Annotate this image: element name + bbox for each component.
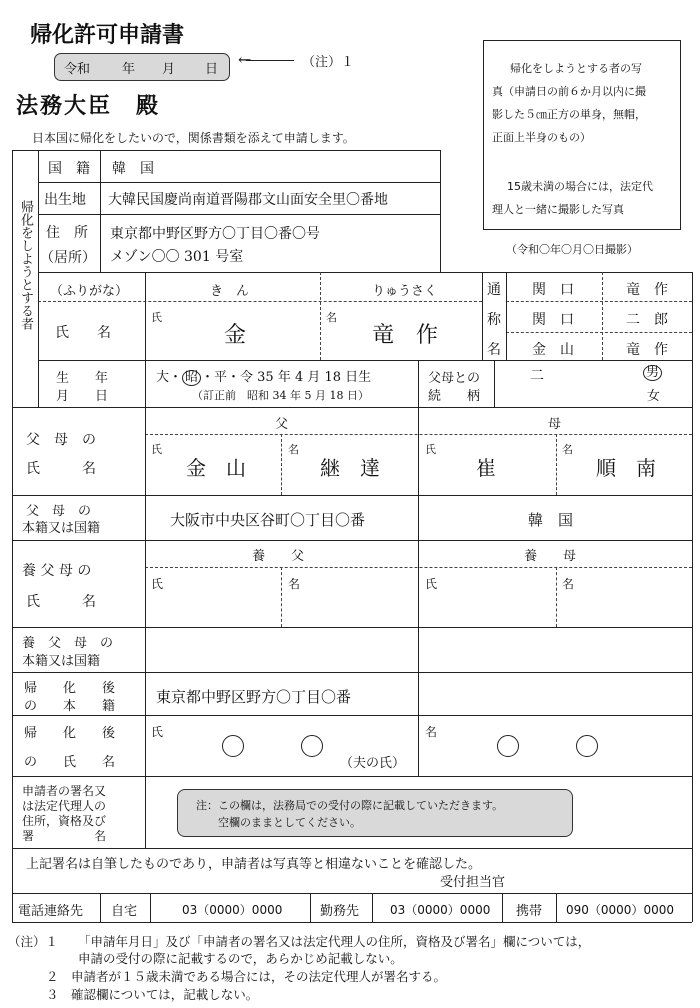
date-year: 年 — [122, 62, 136, 77]
table-line — [440, 150, 441, 272]
parents-name-label: 氏 名 — [26, 461, 96, 477]
era-selected: 昭 — [182, 370, 201, 386]
post-surname-char-circle — [301, 735, 323, 757]
post-honseki-label: 帰 化 後 — [24, 681, 116, 696]
mother-honseki: 韓 国 — [528, 511, 574, 529]
table-line — [494, 360, 495, 407]
photo-instruction: 影した５㎝正方の単身，無帽， — [492, 108, 646, 121]
page-title: 帰化許可申請書 — [30, 22, 185, 48]
table-line — [100, 893, 101, 922]
table-line — [12, 776, 692, 777]
table-line — [12, 893, 692, 894]
father-surname: 金 山 — [186, 456, 246, 480]
addressee: 法務大臣 殿 — [16, 93, 161, 119]
given-label: 名 — [326, 311, 337, 324]
parents-name-label: 父 母 の — [26, 432, 96, 448]
applicant-side-label: 帰化をしようとする者 — [18, 200, 33, 330]
adoptive-honseki-label: 養 父 母 の — [22, 636, 114, 651]
parents-honseki-label: 本籍又は国籍 — [22, 521, 101, 536]
parents-honseki-label: 父 母 の — [26, 504, 92, 519]
mobile-phone: 090（0000）0000 — [566, 903, 674, 917]
table-line — [150, 893, 151, 922]
table-line — [38, 182, 440, 183]
husband-surname-note: （夫の氏） — [340, 756, 406, 771]
adoptive-mother-header: 養 母 — [524, 549, 577, 564]
signature-label: 署 名 — [22, 829, 107, 843]
post-honseki-value: 東京都中野区野方〇丁目〇番 — [156, 688, 352, 706]
table-line — [506, 301, 692, 302]
table-line — [692, 272, 693, 922]
nationality-value: 韓 国 — [112, 161, 154, 177]
note-reference: （注）１ — [302, 55, 355, 70]
adoptive-name-label: 氏 名 — [26, 594, 96, 610]
alias-surname: 関 口 — [532, 312, 574, 328]
post-surname-char-circle — [222, 735, 244, 757]
father-header: 父 — [275, 417, 289, 432]
table-line — [12, 627, 692, 628]
adoptive-name-label: 養 父 母 の — [22, 563, 92, 579]
table-line — [310, 893, 311, 922]
era-options: 大・ — [156, 370, 183, 385]
post-given-char-circle — [497, 735, 519, 757]
table-line — [281, 434, 282, 495]
photo-instruction: 理人と一緒に撮影した写真 — [492, 203, 624, 216]
address-value-line1: 東京都中野区野方〇丁目〇番〇号 — [110, 226, 320, 242]
father-honseki: 大阪市中央区谷町〇丁目〇番 — [170, 511, 366, 529]
photo-instruction: 正面上半身のもの） — [492, 131, 591, 144]
date-month: 月 — [162, 62, 176, 77]
table-line — [38, 301, 482, 302]
birthdate-label: 月 日 — [56, 389, 109, 404]
adoptive-mother-given-label: 名 — [562, 577, 575, 591]
footnote-1: 「申請年月日」及び「申請者の署名又は法定代理人の住所，資格及び署名」欄については， — [78, 934, 591, 949]
post-given-char-circle — [576, 735, 598, 757]
relationship-label: 続 柄 — [428, 389, 481, 404]
adoptive-father-header: 養 父 — [252, 549, 305, 564]
table-line — [100, 150, 101, 272]
sex-other: 女 — [647, 389, 661, 404]
relationship-label: 父母との — [428, 371, 481, 386]
address-value-line2: メゾン〇〇 301 号室 — [110, 249, 244, 265]
surname-label: 氏 — [151, 311, 162, 324]
alias-surname: 金 山 — [532, 342, 574, 358]
address-label-sub: （居所） — [40, 250, 96, 266]
confirmation-text: 上記署名は自筆したものであり，申請者は写真等と相違ないことを確認した。 — [26, 857, 482, 872]
signature-note: 空欄のままとしてください。 — [218, 816, 361, 829]
sex-selected — [643, 365, 662, 381]
alias-label: 称 — [487, 312, 501, 328]
sex-circled: 男 — [643, 365, 662, 381]
arrow-line — [246, 60, 294, 61]
alias-given: 竜 作 — [626, 342, 668, 358]
table-line — [502, 893, 503, 922]
birth-order: 二 — [530, 368, 544, 384]
work-phone-label: 勤務先 — [320, 904, 360, 919]
photo-instruction: 真（申請日の前６か月以内に撮 — [492, 85, 646, 98]
mobile-phone-label: 携帯 — [516, 904, 543, 919]
adoptive-father-given-label: 名 — [288, 577, 301, 591]
footnote-head: （注）１ — [8, 934, 59, 949]
table-line — [506, 272, 507, 360]
arrow-icon: ← — [238, 50, 252, 69]
given-value: 竜 作 — [372, 323, 439, 348]
home-phone: 03（0000）0000 — [182, 903, 283, 917]
footnote-2: ２ 申請者が１５歳未満である場合には，その法定代理人が署名する。 — [46, 969, 447, 984]
alias-given: 二 郎 — [626, 312, 668, 328]
table-line — [38, 150, 39, 407]
table-line — [12, 150, 440, 151]
nationality-label: 国 籍 — [48, 161, 90, 177]
adoptive-mother-surname-label: 氏 — [425, 577, 438, 591]
signature-note: 注：この欄は，法務局での受付の際に記載していただきます。 — [196, 799, 504, 812]
table-line — [506, 332, 692, 333]
table-line — [145, 272, 146, 848]
table-line — [38, 272, 692, 273]
mother-given: 順 南 — [596, 456, 656, 480]
father-given-label: 名 — [288, 443, 299, 456]
post-name-label: の 氏 名 — [24, 755, 116, 770]
table-line — [12, 495, 692, 496]
father-surname-label: 氏 — [151, 443, 162, 456]
signature-label: 住所，資格及び — [22, 814, 107, 828]
alias-label: 通 — [487, 282, 501, 298]
footnote-1-cont: 申請の受付の際に記載するので，あらかじめ記載しない。 — [78, 951, 403, 966]
adoptive-honseki-label: 本籍又は国籍 — [22, 654, 101, 669]
table-line — [12, 848, 692, 849]
mother-surname-label: 氏 — [425, 443, 436, 456]
post-surname-label: 氏 — [151, 725, 164, 739]
mother-given-label: 名 — [562, 443, 573, 456]
furigana-surname: き ん — [210, 284, 250, 299]
table-line — [38, 360, 692, 361]
table-line — [482, 272, 483, 360]
birthdate-label: 生 年 — [56, 371, 109, 386]
table-line — [12, 407, 692, 408]
address-label: 住 所 — [46, 225, 88, 241]
alias-label: 名 — [487, 342, 501, 358]
era-date: ・平・令 35 年 4 月 18 日生 — [201, 370, 372, 385]
photo-instruction: 帰化をしようとする者の写 — [510, 62, 642, 75]
table-line — [556, 893, 557, 922]
mother-surname: 崔 — [476, 456, 496, 480]
signature-label: は法定代理人の — [22, 799, 107, 813]
alias-given: 竜 作 — [626, 282, 668, 298]
photo-date: （令和〇年〇月〇日撮影） — [506, 243, 638, 256]
confirmation-officer: 受付担当官 — [440, 875, 506, 890]
table-line — [320, 272, 321, 360]
table-line — [12, 715, 692, 716]
signature-label: 申請者の署名又 — [22, 784, 107, 798]
post-name-label: 帰 化 後 — [24, 726, 116, 741]
father-given: 継 達 — [320, 456, 380, 480]
birthplace-value: 大韓民国慶尚南道晋陽郡文山面安全里〇番地 — [108, 192, 388, 208]
birthdate-corrected: （訂正前 昭和 34 年 5 月 18 日） — [192, 389, 369, 402]
home-phone-label: 自宅 — [111, 904, 138, 919]
table-line — [12, 672, 692, 673]
surname-value: 金 — [224, 323, 247, 348]
table-line — [372, 893, 373, 922]
date-era: 令和 — [64, 62, 91, 77]
table-line — [418, 407, 419, 776]
table-line — [12, 540, 692, 541]
birthplace-label: 出生地 — [44, 192, 86, 208]
post-given-label: 名 — [425, 725, 438, 739]
phone-label: 電話連絡先 — [18, 904, 84, 919]
footnote-3: ３ 確認欄については，記載しない。 — [46, 987, 259, 1002]
work-phone: 03（0000）0000 — [390, 903, 491, 917]
table-line — [556, 434, 557, 495]
furigana-label: （ふりがな） — [50, 284, 129, 299]
table-line — [38, 214, 440, 215]
table-line — [602, 272, 603, 360]
name-label: 氏 名 — [55, 325, 111, 341]
alias-surname: 関 口 — [532, 282, 574, 298]
table-line — [12, 150, 13, 922]
table-line — [281, 567, 282, 627]
table-line — [418, 360, 419, 407]
photo-instruction: 15歳未満の場合には，法定代 — [507, 180, 653, 193]
birthdate-value — [156, 366, 371, 386]
adoptive-father-surname-label: 氏 — [151, 577, 164, 591]
furigana-given: りゅうさく — [372, 284, 438, 299]
table-line — [12, 922, 692, 923]
mother-header: 母 — [548, 417, 562, 432]
post-honseki-label: の 本 籍 — [24, 699, 116, 714]
intro-text: 日本国に帰化をしたいので，関係書類を添えて申請します。 — [32, 131, 355, 145]
date-day: 日 — [205, 62, 219, 77]
table-line — [556, 567, 557, 627]
